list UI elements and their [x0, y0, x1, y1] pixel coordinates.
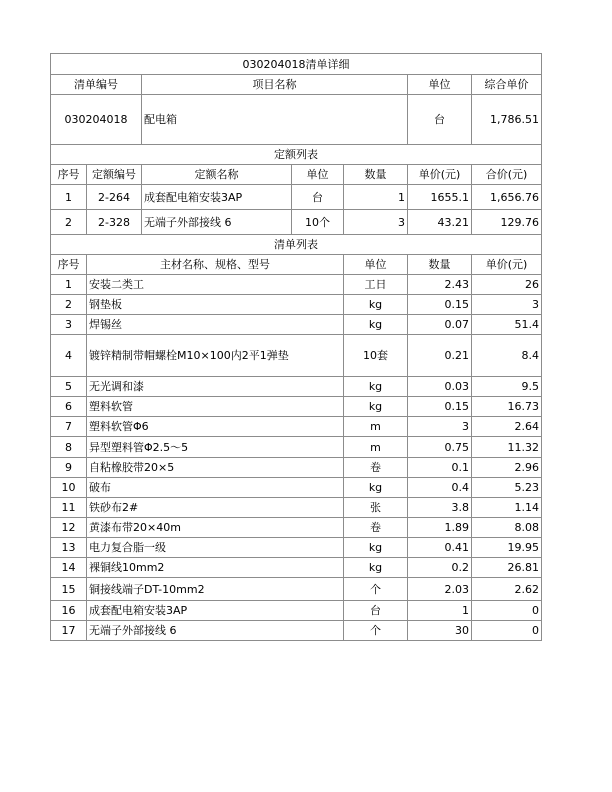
material-no: 13 — [51, 538, 87, 558]
table-row — [51, 275, 542, 295]
materials-header-row — [51, 255, 542, 275]
quota-section-row — [51, 145, 542, 165]
material-unit: 台 — [344, 601, 408, 621]
material-price: 8.08 — [472, 518, 542, 538]
material-no: 3 — [51, 315, 87, 335]
material-unit: m — [344, 417, 408, 437]
material-price: 0 — [472, 601, 542, 621]
material-no: 4 — [51, 335, 87, 377]
material-unit: kg — [344, 538, 408, 558]
quota-name: 无端子外部接线 6 — [142, 210, 292, 235]
material-unit: kg — [344, 558, 408, 578]
header-unit-price: 综合单价 — [472, 75, 542, 95]
material-unit: 卷 — [344, 518, 408, 538]
material-name: 黄漆布带20×40m — [87, 518, 344, 538]
quota-header-name: 定额名称 — [142, 165, 292, 185]
material-unit: m — [344, 437, 408, 458]
materials-header-name: 主材名称、规格、型号 — [87, 255, 344, 275]
material-name: 电力复合脂一级 — [87, 538, 344, 558]
material-qty: 30 — [408, 621, 472, 641]
material-price: 19.95 — [472, 538, 542, 558]
bill-detail-table — [50, 53, 542, 641]
material-name: 镀锌精制带帽螺栓M10×100内2平1弹垫 — [87, 335, 344, 377]
quota-header-row — [51, 165, 542, 185]
quota-price: 43.21 — [408, 210, 472, 235]
material-name: 无端子外部接线 6 — [87, 621, 344, 641]
table-row — [51, 578, 542, 601]
table-row — [51, 538, 542, 558]
material-unit: kg — [344, 377, 408, 397]
table-row — [51, 458, 542, 478]
material-qty: 0.15 — [408, 295, 472, 315]
material-price: 2.62 — [472, 578, 542, 601]
material-qty: 2.43 — [408, 275, 472, 295]
quota-qty: 3 — [344, 210, 408, 235]
material-no: 6 — [51, 397, 87, 417]
quota-row — [51, 210, 542, 235]
table-row — [51, 478, 542, 498]
material-unit: 个 — [344, 621, 408, 641]
material-price: 2.96 — [472, 458, 542, 478]
table-row — [51, 315, 542, 335]
item-name: 配电箱 — [142, 95, 408, 145]
material-name: 裸铜线10mm2 — [87, 558, 344, 578]
quota-header-qty: 数量 — [344, 165, 408, 185]
material-unit: 工日 — [344, 275, 408, 295]
table-row — [51, 417, 542, 437]
material-unit: kg — [344, 397, 408, 417]
table-row — [51, 335, 542, 377]
material-price: 8.4 — [472, 335, 542, 377]
material-no: 14 — [51, 558, 87, 578]
quota-header-total: 合价(元) — [472, 165, 542, 185]
quota-total: 1,656.76 — [472, 185, 542, 210]
material-no: 16 — [51, 601, 87, 621]
material-no: 8 — [51, 437, 87, 458]
header-item-name: 项目名称 — [142, 75, 408, 95]
quota-qty: 1 — [344, 185, 408, 210]
material-qty: 0.21 — [408, 335, 472, 377]
material-unit: 张 — [344, 498, 408, 518]
material-price: 1.14 — [472, 498, 542, 518]
material-qty: 0.07 — [408, 315, 472, 335]
quota-header-code: 定额编号 — [87, 165, 142, 185]
header-unit: 单位 — [408, 75, 472, 95]
table-body — [51, 54, 542, 641]
material-no: 7 — [51, 417, 87, 437]
table-row — [51, 558, 542, 578]
material-price: 2.64 — [472, 417, 542, 437]
materials-section-title: 清单列表 — [51, 235, 542, 255]
material-no: 10 — [51, 478, 87, 498]
material-qty: 1 — [408, 601, 472, 621]
material-unit: kg — [344, 315, 408, 335]
table-row — [51, 498, 542, 518]
material-no: 9 — [51, 458, 87, 478]
quota-row — [51, 185, 542, 210]
material-name: 焊锡丝 — [87, 315, 344, 335]
table-row — [51, 621, 542, 641]
material-name: 铁砂布2# — [87, 498, 344, 518]
header-bill-code: 清单编号 — [51, 75, 142, 95]
materials-header-unit: 单位 — [344, 255, 408, 275]
material-qty: 2.03 — [408, 578, 472, 601]
quota-header-price: 单价(元) — [408, 165, 472, 185]
material-unit: 10套 — [344, 335, 408, 377]
material-no: 17 — [51, 621, 87, 641]
material-price: 51.4 — [472, 315, 542, 335]
material-qty: 0.41 — [408, 538, 472, 558]
material-price: 16.73 — [472, 397, 542, 417]
material-no: 1 — [51, 275, 87, 295]
material-price: 3 — [472, 295, 542, 315]
table-row — [51, 397, 542, 417]
material-unit: kg — [344, 295, 408, 315]
material-qty: 0.75 — [408, 437, 472, 458]
quota-no: 1 — [51, 185, 87, 210]
quota-unit: 10个 — [292, 210, 344, 235]
quota-total: 129.76 — [472, 210, 542, 235]
material-price: 26 — [472, 275, 542, 295]
table-row — [51, 601, 542, 621]
material-name: 铜接线端子DT-10mm2 — [87, 578, 344, 601]
summary-row — [51, 95, 542, 145]
material-no: 2 — [51, 295, 87, 315]
title-row — [51, 54, 542, 75]
material-name: 安装二类工 — [87, 275, 344, 295]
material-price: 5.23 — [472, 478, 542, 498]
quota-header-unit: 单位 — [292, 165, 344, 185]
material-price: 11.32 — [472, 437, 542, 458]
material-name: 成套配电箱安装3AP — [87, 601, 344, 621]
table-title: 030204018清单详细 — [51, 54, 542, 75]
table-row — [51, 377, 542, 397]
material-qty: 0.1 — [408, 458, 472, 478]
bill-code: 030204018 — [51, 95, 142, 145]
material-qty: 3 — [408, 417, 472, 437]
material-qty: 1.89 — [408, 518, 472, 538]
quota-price: 1655.1 — [408, 185, 472, 210]
table-row — [51, 437, 542, 458]
material-unit: 卷 — [344, 458, 408, 478]
item-unit: 台 — [408, 95, 472, 145]
material-name: 塑料软管 — [87, 397, 344, 417]
material-name: 无光调和漆 — [87, 377, 344, 397]
material-no: 5 — [51, 377, 87, 397]
material-qty: 3.8 — [408, 498, 472, 518]
material-no: 15 — [51, 578, 87, 601]
material-no: 11 — [51, 498, 87, 518]
materials-section-row — [51, 235, 542, 255]
quota-no: 2 — [51, 210, 87, 235]
quota-header-no: 序号 — [51, 165, 87, 185]
material-price: 0 — [472, 621, 542, 641]
table-row — [51, 518, 542, 538]
material-price: 9.5 — [472, 377, 542, 397]
summary-header-row — [51, 75, 542, 95]
material-unit: 个 — [344, 578, 408, 601]
material-name: 塑料软管Φ6 — [87, 417, 344, 437]
quota-code: 2-264 — [87, 185, 142, 210]
materials-header-qty: 数量 — [408, 255, 472, 275]
material-qty: 0.15 — [408, 397, 472, 417]
material-name: 破布 — [87, 478, 344, 498]
quota-name: 成套配电箱安装3AP — [142, 185, 292, 210]
material-no: 12 — [51, 518, 87, 538]
table-row — [51, 295, 542, 315]
materials-header-no: 序号 — [51, 255, 87, 275]
materials-header-price: 单价(元) — [472, 255, 542, 275]
quota-section-title: 定额列表 — [51, 145, 542, 165]
quota-unit: 台 — [292, 185, 344, 210]
material-price: 26.81 — [472, 558, 542, 578]
item-price: 1,786.51 — [472, 95, 542, 145]
material-name: 钢垫板 — [87, 295, 344, 315]
material-qty: 0.03 — [408, 377, 472, 397]
material-qty: 0.4 — [408, 478, 472, 498]
material-qty: 0.2 — [408, 558, 472, 578]
material-name: 自粘橡胶带20×5 — [87, 458, 344, 478]
material-unit: kg — [344, 478, 408, 498]
quota-code: 2-328 — [87, 210, 142, 235]
material-name: 异型塑料管Φ2.5～5 — [87, 437, 344, 458]
